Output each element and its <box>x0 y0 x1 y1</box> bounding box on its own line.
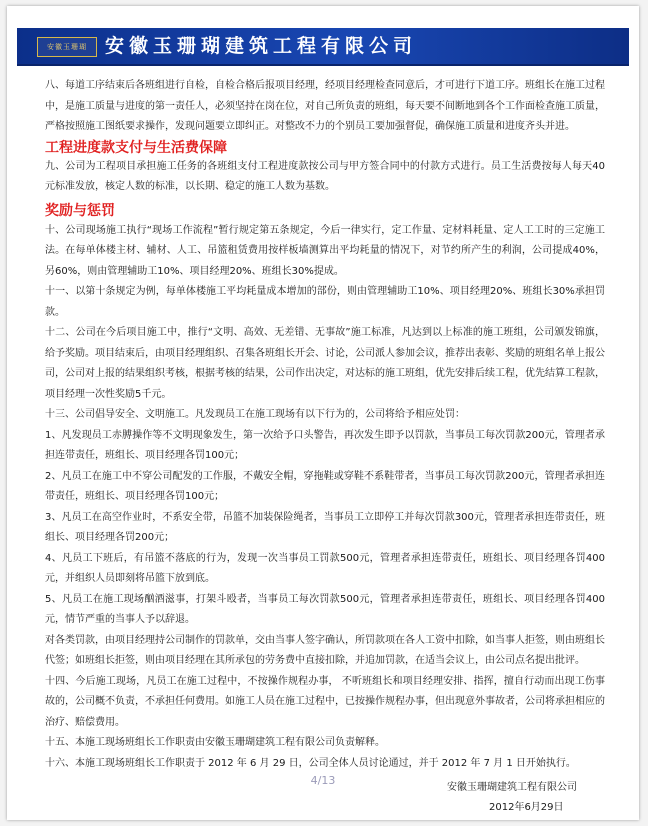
company-logo: 安徽玉珊瑚 <box>37 37 97 57</box>
page-number: 4/13 <box>310 774 336 787</box>
company-title: 安徽玉珊瑚建筑工程有限公司 <box>105 35 418 57</box>
company-banner <box>17 28 629 66</box>
penalty-note: 对各类罚款，由项目经理持公司制作的罚款单，交由当事人签字确认，所罚款项在各人工资中扣除，如当事人拒签，则由班组长代签；如班组长拒签，则由项目经理在其所承包的劳务费中直接扣除，并追加罚款，在适当会议上，由公司点名提出批评。 <box>45 634 605 666</box>
penalty-item-2: 2、凡员工在施工中不穿公司配发的工作服，不戴安全帽，穿拖鞋或穿鞋不系鞋带者，当事员工每次罚款200元，管理者承担连带责任，班组长、项目经理各罚100元； <box>45 470 605 502</box>
paragraph-16: 十六、本施工现场班组长工作职责于 2012 年 6 月 29 日，公司全体人员讨论通过，并于 2012 年 7 月 1 日开始执行。 <box>45 757 576 769</box>
paragraph-10: 十、公司现场施工执行“现场工作流程”暂行规定第五条规定，今后一律实行，定工作量、定材料耗量、定人工工时的三定施工法。在每单体楼主材、辅材、人工、吊篮租赁费用按样板墙测算出平均耗量的情况下，对节约所产生的利润，公司提成40%，另60%，则由管理辅助工10%、项目经理20%、班组长30%提成。 <box>45 224 605 277</box>
paragraph-11: 十一、以第十条规定为例，每单体楼施工平均耗量成本增加的部份，则由管理辅助工10%、项目经理20%、班组长30%承担罚款。 <box>45 286 605 318</box>
penalty-item-4: 4、凡员工下班后，有吊篮不落底的行为，发现一次当事员工罚款500元，管理者承担连带责任，班组长、项目经理各罚400元，并组织人员即刻将吊篮下放到底。 <box>45 552 605 584</box>
paragraph-9: 九、公司为工程项目承担施工任务的各班组支付工程进度款按公司与甲方签合同中的付款方式进行。员工生活费按每人每天40元标准发放，核定人数的标准，以长期、稳定的施工人数为基数。 <box>45 160 605 192</box>
section-heading-progress-payment: 工程进度款支付与生活费保障 <box>45 139 227 156</box>
signature-company: 安徽玉珊瑚建筑工程有限公司 <box>447 782 577 793</box>
paragraph-13: 十三、公司倡导安全、文明施工。凡发现员工在施工现场有以下行为的，公司将给予相应处罚： <box>45 409 465 420</box>
document-page <box>7 6 639 820</box>
paragraph-14: 十四、今后施工现场，凡员工在施工过程中，不按操作规程办事， 不听班组长和项目经理安排、指挥，擅自行动而出现工伤事故的，公司概不负责，不承担任何费用。如施工人员在施工过程中，已按操作规程办事，但出现意外事故者，公司将承担相应的治疗、赔偿费用。 <box>45 675 605 728</box>
paragraph-12: 十二、公司在今后项目施工中，推行“文明、高效、无差错、无事故”施工标准，凡达到以上标准的施工班组，公司颁发锦旗，给予奖励。项目结束后，由项目经理组织、召集各班组长开会、讨论，公司派人参加会议，推荐出表彰、奖励的班组名单上报公司，公司对上报的结果组织考核，根据考核的结果，公司作出决定，对达标的施工班组，优先安排后续工程，优先结算工程款，项目经理一次性奖励5千元。 <box>45 327 605 400</box>
signature-block <box>447 778 607 818</box>
paragraph-8: 八、每道工序结束后各班组进行自检，自检合格后报项目经理，经项目经理检查同意后，才可进行下道工序。班组长在施工过程中，是施工质量与进度的第一责任人，必须坚持在岗在位，对自己所负责的班组，每天要不间断地到各个工作面检查施工质量，严格按照施工图纸要求操作，发现问题要立即纠正。对整改不力的个别员工要加强督促，确保施工质量和进度齐头并进。 <box>45 80 605 132</box>
penalty-item-5: 5、凡员工在施工现场酗酒滋事，打架斗殴者，当事员工每次罚款500元，管理者承担连带责任，班组长、项目经理各罚400元，情节严重的当事人予以辞退。 <box>45 593 605 625</box>
penalty-item-1: 1、凡发现员工赤膊操作等不文明现象发生，第一次给予口头警告，再次发生即予以罚款，当事员工每次罚款200元，管理者承担连带责任，班组长、项目经理各罚100元； <box>45 429 605 461</box>
document-body <box>45 76 605 774</box>
signature-date: 2012年6月29日 <box>489 802 564 813</box>
paragraph-15: 十五、本施工现场班组长工作职责由安徽玉珊瑚建筑工程有限公司负责解释。 <box>45 737 385 748</box>
section-heading-rewards-penalties: 奖励与惩罚 <box>45 202 115 219</box>
penalty-item-3: 3、凡员工在高空作业时，不系安全带，吊篮不加装保险绳者，当事员工立即停工并每次罚款300元，管理者承担连带责任，班组长、项目经理各罚200元； <box>45 511 605 543</box>
